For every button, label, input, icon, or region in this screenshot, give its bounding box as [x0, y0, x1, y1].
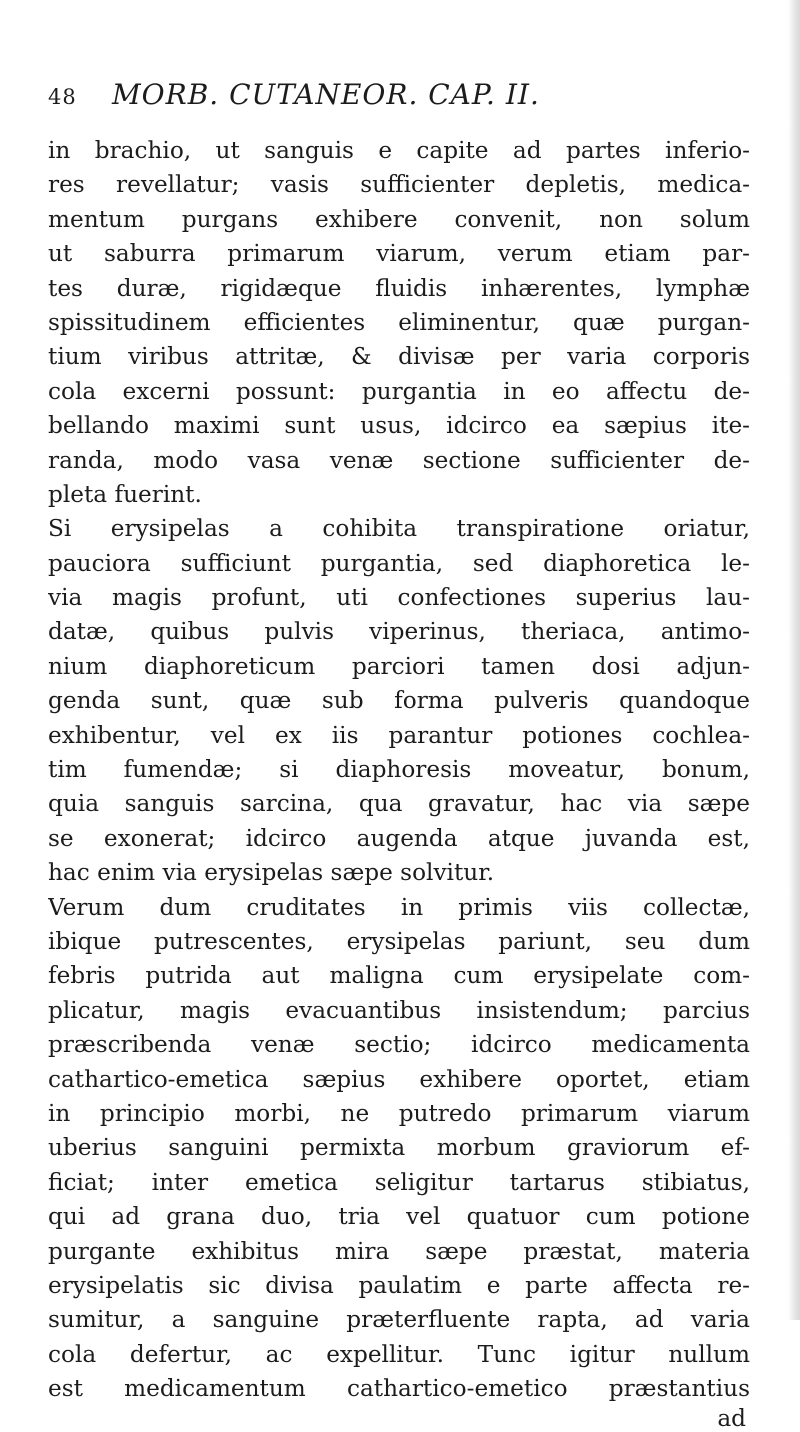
text-line: ibique putrescentes, erysipelas pariunt, seu dum [48, 927, 750, 955]
text-line: tim fumendæ; si diaphoresis moveatur, bonum, [48, 756, 750, 784]
text-line: est medicamentum cathartico-emetico præstantius [48, 1375, 750, 1403]
text-line: cathartico-emetica sæpius exhibere oportet, etiam [48, 1065, 750, 1093]
text-line: in brachio, ut sanguis e capite ad partes inferio- [48, 137, 750, 164]
text-line: spissitudinem efficientes eliminentur, quæ purgan- [48, 308, 750, 336]
text-line: nium diaphoreticum parciori tamen dosi adjun- [48, 652, 750, 680]
text-line: tium viribus attritæ, & divisæ per varia corporis [48, 343, 750, 371]
text-line: bellando maximi sunt usus, idcirco ea sæpius ite- [48, 412, 750, 440]
text-line: Si erysipelas a cohibita transpiratione oriatur, [48, 515, 750, 543]
text-line: plicatur, magis evacuantibus insistendum; parcius [48, 996, 750, 1024]
text-line: præscribenda venæ sectio; idcirco medicamenta [48, 1031, 750, 1059]
body-text [48, 134, 750, 1406]
text-line: ficiat; inter emetica seligitur tartarus stibiatus, [48, 1168, 750, 1196]
text-line: randa, modo vasa venæ sectione sufficienter de- [48, 446, 750, 474]
text-line: qui ad grana duo, tria vel quatuor cum potione [48, 1203, 750, 1231]
text-line: via magis profunt, uti confectiones superius lau- [48, 584, 750, 612]
running-title: MORB. CUTANEOR. CAP. II. [112, 78, 540, 111]
text-line: sumitur, a sanguine præterfluente rapta, ad varia [48, 1306, 750, 1334]
text-line: genda sunt, quæ sub forma pulveris quandoque [48, 687, 750, 715]
text-line: quia sanguis sarcina, qua gravatur, hac via sæpe [48, 790, 750, 818]
text-line: febris putrida aut maligna cum erysipelate com- [48, 962, 750, 990]
text-line: purgante exhibitus mira sæpe præstat, materia [48, 1237, 750, 1265]
text-line: mentum purgans exhibere convenit, non solum [48, 205, 750, 233]
catchword: ad [717, 1405, 746, 1432]
page-edge-shadow [788, 0, 800, 1320]
text-line: cola excerni possunt: purgantia in eo affectu de- [48, 377, 750, 405]
text-line: cola defertur, ac expellitur. Tunc igitur nullum [48, 1340, 750, 1368]
text-line: tes duræ, rigidæque fluidis inhærentes, lymphæ [48, 274, 750, 302]
text-line: exhibentur, vel ex iis parantur potiones cochlea- [48, 721, 750, 749]
text-line: datæ, quibus pulvis viperinus, theriaca, antimo- [48, 618, 750, 646]
text-line: hac enim via erysipelas sæpe solvitur. [48, 859, 495, 887]
text-line: pauciora sufficiunt purgantia, sed diaphoretica le- [48, 549, 750, 577]
text-line: ut saburra primarum viarum, verum etiam par- [48, 240, 750, 268]
text-line: pleta fuerint. [48, 480, 202, 508]
text-line: res revellatur; vasis sufficienter depletis, medica- [48, 171, 750, 199]
text-line: erysipelatis sic divisa paulatim e parte affecta re- [48, 1271, 750, 1299]
text-line: in principio morbi, ne putredo primarum viarum [48, 1099, 750, 1127]
running-head [48, 78, 750, 112]
page-number: 48 [48, 85, 77, 109]
text-line: se exonerat; idcirco augenda atque juvanda est, [48, 824, 750, 852]
text-line: uberius sanguini permixta morbum graviorum ef- [48, 1134, 750, 1162]
text-line: Verum dum cruditates in primis viis collectæ, [48, 893, 750, 921]
